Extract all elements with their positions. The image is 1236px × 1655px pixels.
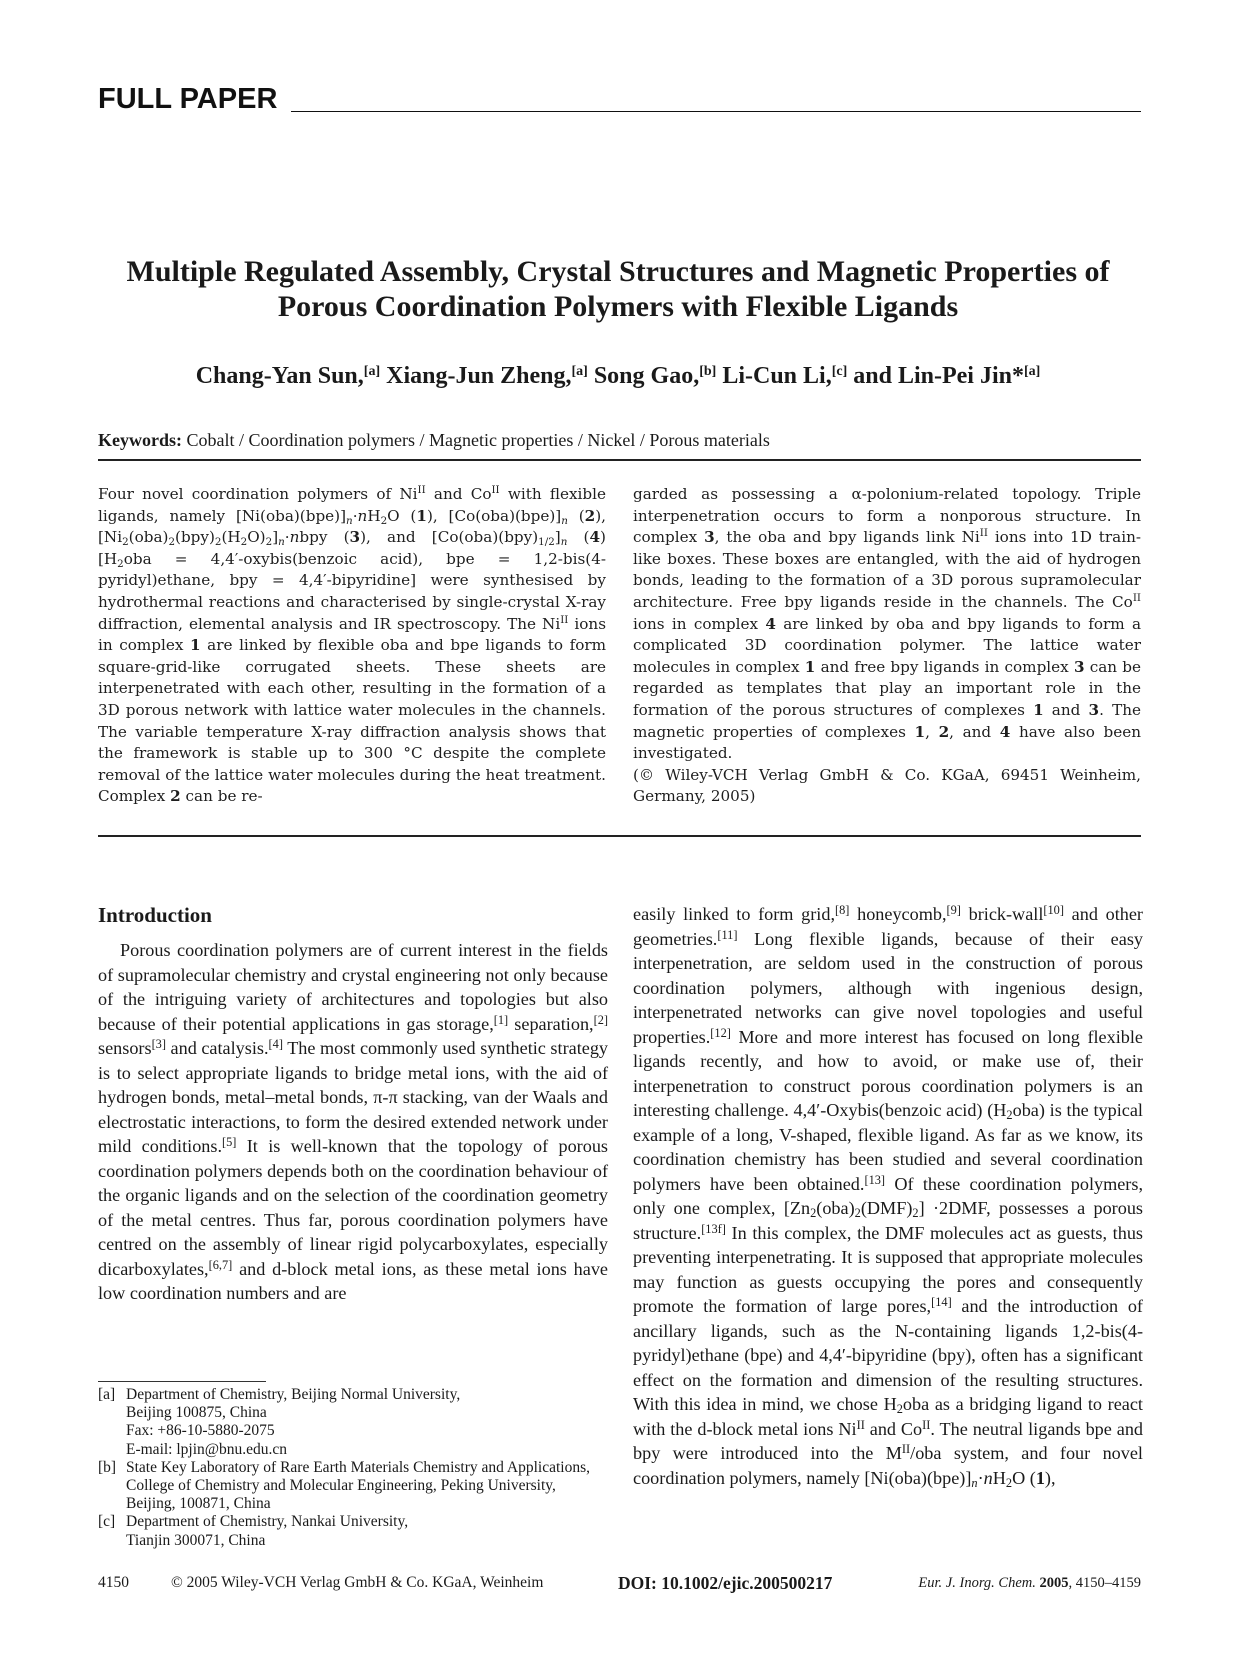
keywords [98, 428, 1141, 452]
section-heading: Introduction [98, 903, 212, 927]
affiliation-footnotes [98, 1386, 618, 1550]
section-label: FULL PAPER [98, 83, 278, 115]
copyright: © 2005 Wiley-VCH Verlag GmbH & Co. KGaA, Weinheim [171, 1574, 544, 1591]
body-column-right [633, 902, 1143, 1490]
footnote-label: [a] [98, 1386, 116, 1403]
footnote [98, 1386, 618, 1459]
footnote-rule [98, 1381, 266, 1382]
footnote-label: [b] [98, 1458, 117, 1476]
paragraph: easily linked to form grid,[8] honeycomb,[9] brick-wall[10] and other geometries.[11] Long flexible ligands, because of their easy interpenetration, are seldom used in the construction of porous coordination polymers, although with ingenious design, interpenetrated networks can give novel topologies and useful properties.[12] More and more interest has focused on long flexible ligands recently, and how to avoid, or make use of, their interpenetration to construct porous coordination polymers is an interesting challenge. 4,4′-Oxybis(benzoic acid) $(H_2oba)$ is the typical example of a long, V-shaped, flexible ligand. As far as we know, its coordination chemistry has been studied and several coordination polymers have been obtained.[13] Of these coordination polymers, only one complex, $[Zn_2(oba)_2(DMF)_2] \cdot 2DMF$, possesses a porous structure.[13f] In this complex, the DMF molecules act as guests, thus preventing interpenetrating. It is supposed that appropriate molecules may function as guests occupying the pores and consequently promote the formation of large pores,[14] and the introduction of ancillary ligands, such as the N-containing ligands 1,2-bis(4-pyridyl)ethane (bpe) and 4,4′-bipyridine (bpy), often has a significant effect on the formation and dimension of the resulting structures. With this idea in mind, we chose $H_2oba$ as a bridging ligand to react with the d-block metal ions $Ni^{II}$ and $Co^{II}$. The neutral ligands bpe and bpy were introduced into the $M^{II}$/oba system, and four novel coordination polymers, namely $[Ni(oba)(bpe)]_n\cdot nH_2O$ (1), [633, 903, 1144, 1490]
keywords-label: Keywords: [98, 430, 182, 450]
footnote-text: State Key Laboratory of Rare Earth Materials Chemistry and Applications, College of Chemistry and Molecular Engineering, Peking University, Beijing, 100871, China [126, 1458, 591, 1513]
doi-link[interactable]: DOI: 10.1002/ejic.200500217 [618, 1573, 833, 1593]
footnote [98, 1459, 618, 1514]
footnote-label: [c] [98, 1513, 116, 1531]
page-number: 4150 [98, 1574, 129, 1591]
abstract-top-rule [98, 459, 1141, 461]
journal-citation: Eur. J. Inorg. Chem. 2005, 4150–4159 [918, 1575, 1141, 1591]
page-footer [98, 1571, 1141, 1595]
header-rule [291, 111, 1141, 113]
footnote-text: Department of Chemistry, Beijing Normal University, Beijing 100875, China Fax: +86-10-5880-2075 E-mail: lpjin@bnu.edu.cn [126, 1386, 461, 1458]
page-header [98, 82, 1141, 116]
abstract-column-left: Four novel coordination polymers of $Ni^{II}$ and $Co^{II}$ with flexible ligands, namely $[Ni(oba)(bpe)]_n\cdot nH_2O$ (1), $[Co(oba)(bpe)]_n$ (2), $[Ni_2(oba)_2(bpy)_2(H_2O)_2]_n\cdot nbpy$ (3), and $[Co(oba)(bpy)_{1/2}]_n$ (4) [$H_2oba$ = 4,4′-oxybis(benzoic acid), bpe = 1,2-bis(4-pyridyl)ethane, bpy = 4,4′-bipyridine] were synthesised by hydrothermal reactions and characterised by single-crystal X-ray diffraction, elemental analysis and IR spectroscopy. The $Ni^{II}$ ions in complex 1 are linked by flexible oba and bpe ligands to form square-grid-like corrugated sheets. These sheets are interpenetrated with each other, resulting in the formation of a 3D porous network with lattice water molecules in the channels. The variable temperature X-ray diffraction analysis shows that the framework is stable up to 300 °C despite the complete removal of the lattice water molecules during the heat treatment. Complex 2 can be re- [98, 484, 606, 806]
article-title: Multiple Regulated Assembly, Crystal Structures and Magnetic Properties of Porous Coordination Polymers with Flexible Ligands [126, 255, 1110, 323]
abstract-column-right: garded as possessing a α-polonium-related topology. Triple interpenetration occurs to form a nonporous structure. In complex 3, the oba and bpy ligands link $Ni^{II}$ ions into 1D train-like boxes. These boxes are entangled, with the aid of hydrogen bonds, leading to the formation of a 3D porous supramolecular architecture. Free bpy ligands reside in the channels. The $Co^{II}$ ions in complex 4 are linked by oba and bpy ligands to form a complicated 3D coordination polymer. The lattice water molecules in complex 1 and free bpy ligands in complex 3 can be regarded as templates that play an important role in the formation of the porous structures of complexes 1 and 3. The magnetic properties of complexes 1, 2, and 4 have also been investigated. (© Wiley-VCH Verlag GmbH & Co. KGaA, 69451 Weinheim, Germany, 2005) [633, 485, 1142, 806]
keywords-list: Cobalt / Coordination polymers / Magnetic properties / Nickel / Porous materials [182, 430, 770, 450]
paragraph: Porous coordination polymers are of current interest in the fields of supramolecular chemistry and crystal engineering not only because of the intriguing variety of architectures and topologies but also because of their potential applications in gas storage,[1] separation,[2] sensors[3] and catalysis.[4] The most commonly used synthetic strategy is to select appropriate ligands to bridge metal ions, with the aid of hydrogen bonds, metal–metal bonds, π-π stacking, van der Waals and electrostatic interactions, to form the desired extended network under mild conditions.[5] It is well-known that the topology of porous coordination polymers depends both on the coordination behaviour of the organic ligands and on the selection of the coordination geometry of the metal centres. Thus far, porous coordination polymers have centred on the assembly of linear rigid polycarboxylates, especially dicarboxylates,[6,7] and d-block metal ions, as these metal ions have low coordination numbers and are [98, 940, 609, 1303]
abstract [98, 484, 1141, 824]
footnote-text: Department of Chemistry, Nankai University, Tianjin 300071, China [126, 1513, 409, 1549]
abstract-bottom-rule [98, 835, 1141, 837]
footnote [98, 1513, 618, 1549]
author-list: Chang-Yan Sun,[a] Xiang-Jun Zheng,[a] Song Gao,[b] Li-Cun Li,[c] and Lin-Pei Jin*[a] [195, 363, 1041, 389]
body-column-left [98, 902, 608, 1306]
